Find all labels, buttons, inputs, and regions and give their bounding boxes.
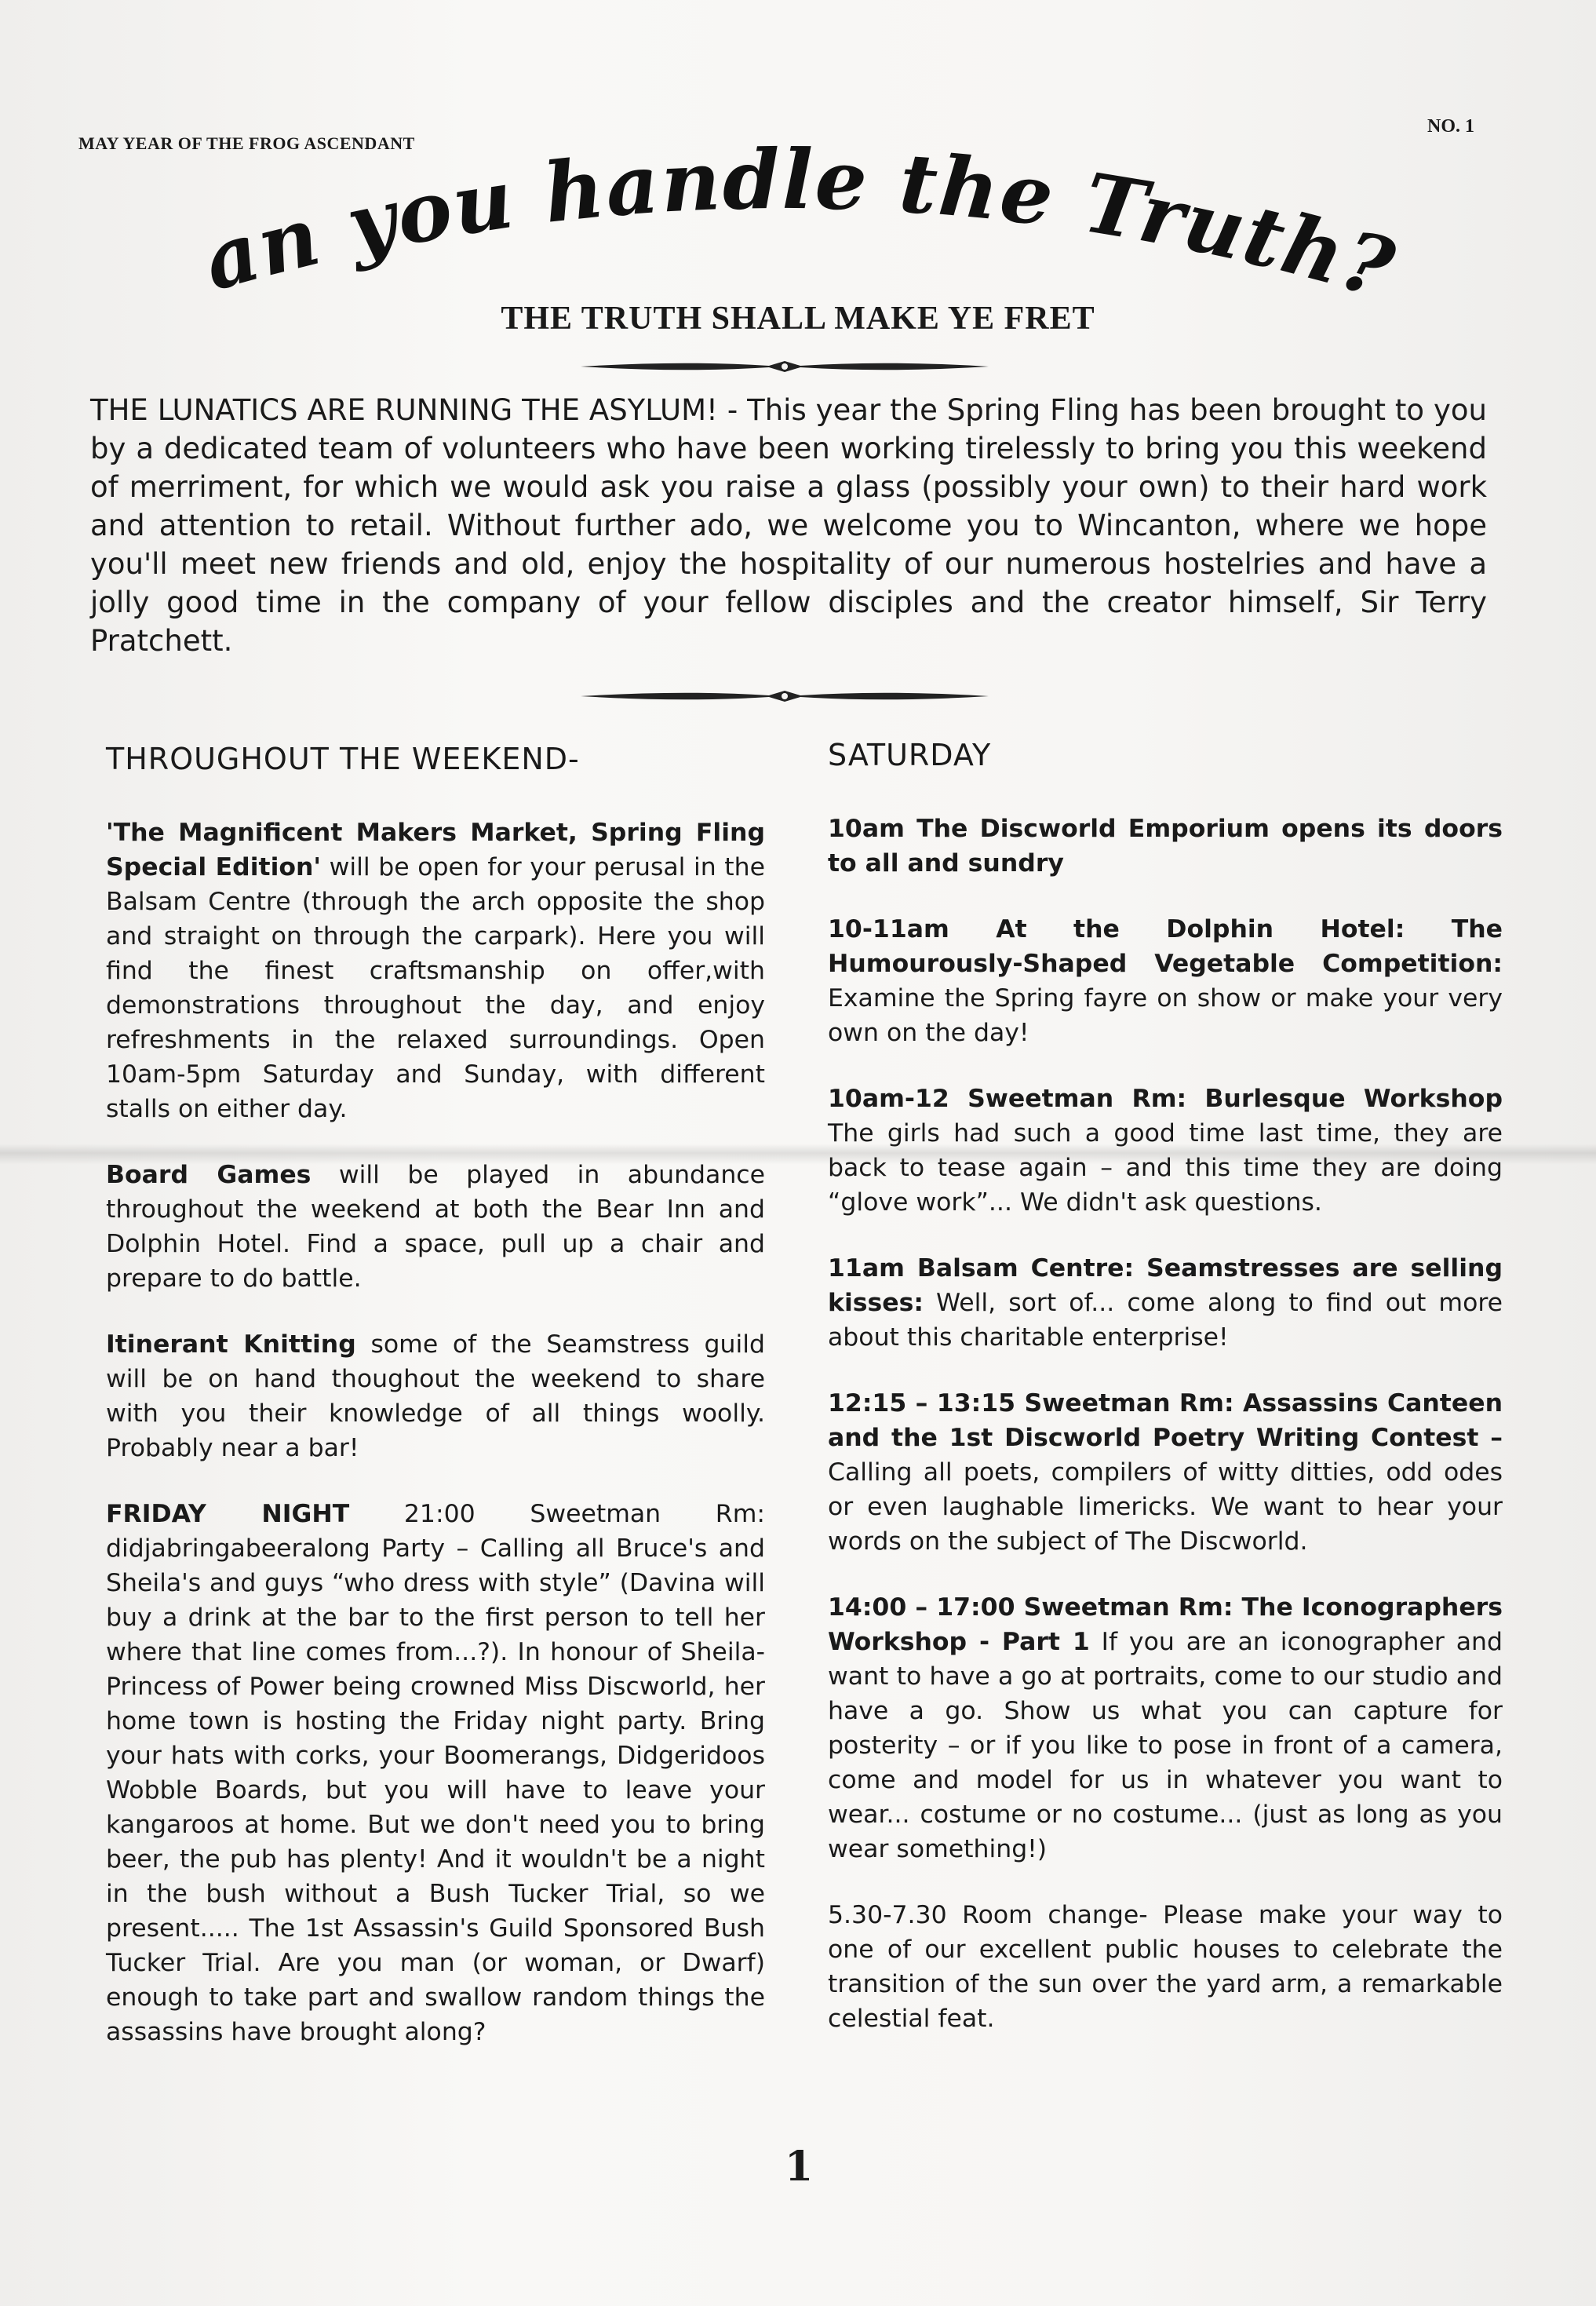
item-lead: 10-11am At the Dolphin Hotel: The Humourously-Shaped Vegetable Competition:: [828, 915, 1503, 978]
item-lead: 14:00 – 17:00 Sweetman Rm: The Iconographers Workshop - Part 1: [828, 1593, 1503, 1656]
item-body: If you are an iconographer and want to have a go at portraits, come to our studio and have a go. Show us what you can capture for posterity – or if you like to pose in front of a camera, come and model for us in whatever you want to wear... costume or no costume... (just as long as you wear something!): [828, 1628, 1503, 1863]
item-lead: 10am The Discworld Emporium opens its doors to all and sundry: [828, 815, 1503, 878]
item-body: Calling all poets, compilers of witty ditties, odd odes or even laughable limericks. We want to hear your words on the subject of The Discworld.: [828, 1458, 1503, 1556]
item-lead: Itinerant Knitting: [106, 1330, 356, 1359]
schedule-item: [828, 912, 1503, 1050]
item-lead: 11am Balsam Centre: Seamstresses are selling kisses:: [828, 1254, 1503, 1317]
list-item: [106, 815, 765, 1126]
left-column-heading: THROUGHOUT THE WEEKEND-: [106, 742, 580, 776]
masthead-text: Can you handle the Truth?!: [139, 72, 1405, 318]
schedule-item: [828, 812, 1503, 881]
item-body: will be played in abundance throughout the weekend at both the Bear Inn and Dolphin Hotel. Find a space, pull up a chair and prepare to do battle.: [106, 1161, 765, 1293]
ornamental-divider: [581, 357, 989, 376]
intro-lead: THE LUNATICS ARE RUNNING THE ASYLUM! -: [90, 393, 748, 427]
item-body: Well, sort of... come along to find out more about this charitable enterprise!: [828, 1289, 1503, 1352]
item-body: some of the Seamstress guild will be on hand thoughout the weekend to share with you their knowledge of all things woolly. Probably near a bar!: [106, 1330, 766, 1462]
svg-text:Can you handle the Truth?!: [140, 72, 1405, 318]
right-column: [828, 738, 1503, 2067]
schedule-item: [828, 1386, 1503, 1559]
subtitle: THE TRUTH SHALL MAKE YE FRET: [501, 301, 1095, 337]
item-body: 21:00 Sweetman Rm: didjabringabeeralong Party – Calling all Bruce's and Sheila's and guys “who dress with style” (Davina will buy a drink at the bar to the first person to tell her where that line comes from...?). In honour of Sheila- Princess of Power being crowned Miss Discworld, her home town is hosting the Friday night party. Bring your hats with corks, your Boomerangs, Didgeridoos Wobble Boards, but you will have to leave your kangaroos at home. But we don't need you to bring beer, the pub has plenty! And it wouldn't be a night in the bush without a Bush Tucker Trial, so we present..... The 1st Assassin's Guild Sponsored Bush Tucker Trial. Are you man (or woman, or Dwarf) enough to take part and swallow random things the assassins have brought along?: [106, 1500, 765, 2046]
list-item: [106, 1327, 765, 1465]
schedule-item: [828, 1590, 1503, 1866]
item-lead: 'The Magnificent Makers Market, Spring Fling Special Edition': [106, 819, 765, 881]
item-body: 5.30-7.30 Room change- Please make your way to one of our excellent public houses to celebrate the transition of the sun over the yard arm, a remarkable celestial feat.: [828, 1901, 1503, 2033]
schedule-item: [828, 1251, 1503, 1355]
left-column: [106, 742, 765, 2081]
item-body: The girls had such a good time last time, they are back to tease again – and this time they are doing “glove work”... We didn't ask questions.: [828, 1119, 1503, 1217]
item-lead: Board Games: [106, 1161, 312, 1189]
right-column-heading: SATURDAY: [828, 738, 992, 772]
item-lead: FRIDAY NIGHT: [106, 1500, 350, 1528]
schedule-item: [828, 1082, 1503, 1220]
page-number: 1: [785, 2143, 814, 2191]
item-lead: 10am-12 Sweetman Rm: Burlesque Workshop: [828, 1085, 1503, 1113]
list-item: [106, 1158, 765, 1296]
item-body: will be open for your perusal in the Balsam Centre (through the arch opposite the shop and straight on through the carpark). Here you will find the finest craftsmanship on offer,with demonstrations throughout the day, and enjoy refreshments in the relaxed surroundings. Open 10am-5pm Saturday and Sunday, with different stalls on either day.: [106, 853, 765, 1123]
list-item: [106, 1497, 765, 2049]
date-line: MAY YEAR OF THE FROG ASCENDANT: [78, 133, 415, 153]
issue-number: NO. 1: [1427, 116, 1474, 137]
ornamental-divider: [581, 687, 989, 706]
item-body: Examine the Spring fayre on show or make your very own on the day!: [828, 984, 1503, 1047]
intro-body: This year the Spring Fling has been brought to you by a dedicated team of volunteers who have been working tirelessly to bring you this weekend of merriment, for which we would ask you raise a glass (possibly your own) to their hard work and attention to retail. Without further ado, we welcome you to Wincanton, where we hope you'll meet new friends and old, enjoy the hospitality of our numerous hostelries and have a jolly good time in the company of your fellow disciples and the creator himself, Sir Terry Pratchett.: [90, 393, 1487, 658]
schedule-item: [828, 1898, 1503, 2036]
item-lead: 12:15 – 13:15 Sweetman Rm: Assassins Canteen and the 1st Discworld Poetry Writing Contest –: [828, 1389, 1503, 1452]
intro-paragraph: [90, 391, 1487, 660]
